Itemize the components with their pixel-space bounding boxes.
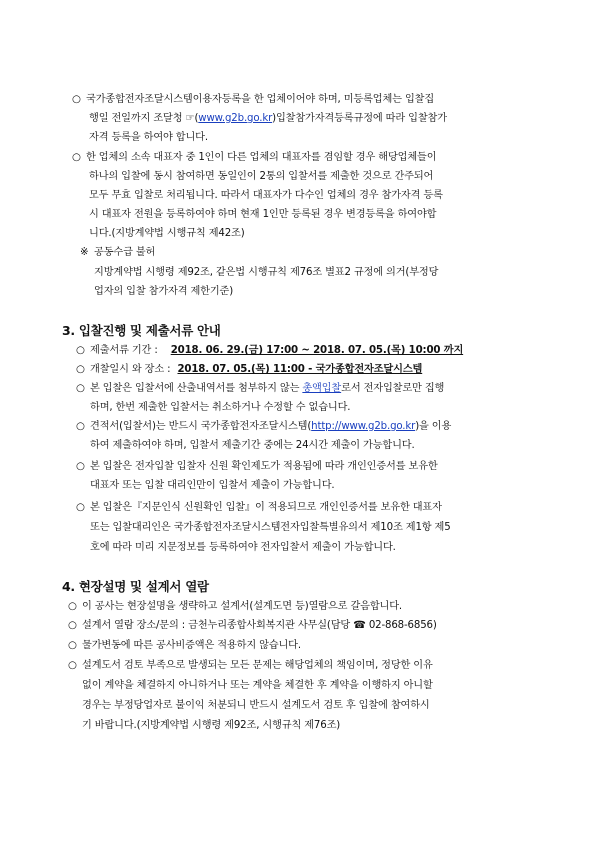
identity-verification-line-2: 대표자 또는 입찰 대리인만이 입찰서 제출이 가능합니다. [90,480,335,491]
registration-requirement-line-2: 행일 전일까지 조달청 ☞(www.g2b.go.kr)입찰참가자격등록규정에 따라 입찰참가 [89,113,447,124]
concurrent-representative-line-3: 모두 무효 입찰로 처리됩니다. 따라서 대표자가 다수인 업체의 경우 참가자격 등록 [89,190,443,201]
section-3-heading: 3. 입찰진행 및 제출서류 안내 [62,323,221,338]
g2b-http-link[interactable]: http://www.g2b.go.kr [311,421,416,432]
joint-bid-note-line-2: 업자의 입찰 참가자격 제한기준) [94,286,234,297]
concurrent-representative-line-5: 니다.(지방계약법 시행규칙 제42조) [89,228,245,239]
joint-bid-note-title: ※ 공동수급 불허 [80,247,156,258]
quotation-submission-line-2: 하여 제출하여야 하며, 입찰서 제출기간 중에는 24시간 제출이 가능합니다. [90,440,415,451]
fingerprint-bid-line-3: 호에 따라 미리 지문정보를 등록하여야 전자입찰서 제출이 가능합니다. [90,542,396,553]
quotation-submission-line-1: ○ 견적서(입찰서)는 반드시 국가종합전자조달시스템(http://www.g2b.go.kr)을 이용 [76,421,452,432]
design-review-liability-line-3: 경우는 부정당업자로 불이익 처분되니 반드시 설계도서 검토 후 입찰에 참여하시 [82,700,430,711]
fingerprint-bid-line-2: 또는 입찰대리인은 국가종합전자조달시스템전자입찰특별유의서 제10조 제1항 제5 [90,522,451,533]
lump-sum-bid-line-1: ○ 본 입찰은 입찰서에 산출내역서를 첨부하지 않는 총액입찰로서 전자입찰로만 집행 [76,383,445,394]
opening-datetime-place: ○ 개찰일시 와 장소 : 2018. 07. 05.(목) 11:00 - 국가종합전자조달시스템 [76,364,423,375]
registration-requirement-line-3: 자격 등록을 하여야 합니다. [89,132,208,143]
joint-bid-note-line-1: 지방계약법 시행령 제92조, 같은법 시행규칙 제76조 별표2 규정에 의거(부정당 [94,267,439,278]
design-review-liability-line-2: 없이 계약을 체결하지 아니하거나 또는 계약을 체결한 후 계약을 이행하지 아니할 [82,680,433,691]
submission-period: ○ 제출서류 기간 : 2018. 06. 29.(금) 17:00 ~ 2018. 07. 05.(목) 10:00 까지 [76,345,464,356]
concurrent-representative-line-2: 하나의 입찰에 동시 참여하면 동일인이 2통의 입찰서를 제출한 것으로 간주되어 [89,171,434,182]
concurrent-representative-line-4: 시 대표자 전원을 등록하여야 하며 현재 1인만 등록된 경우 변경등록을 하여야합 [89,209,437,220]
design-review-liability-line-1: ○ 설계도서 검토 부족으로 발생되는 모든 문제는 해당업체의 책임이며, 정당한 이유 [68,660,433,671]
price-escalation-note: ○ 물가변동에 따른 공사비증액은 적용하지 않습니다. [68,640,301,651]
lump-sum-bid-line-2: 하며, 한번 제출한 입찰서는 취소하거나 수정할 수 없습니다. [90,402,351,413]
design-review-liability-line-4: 기 바랍니다.(지방계약법 시행령 제92조, 시행규칙 제76조) [82,720,341,731]
concurrent-representative-line-1: ○ 한 업체의 소속 대표자 중 1인이 다른 업체의 대표자를 겸임할 경우 해당업체들이 [72,152,437,163]
fingerprint-bid-line-1: ○ 본 입찰은『지문인식 신원확인 입찰』이 적용되므로 개인인증서를 보유한 대표자 [76,502,442,513]
registration-requirement-line-1: ○ 국가종합전자조달시스템이용자등록을 한 업체이어야 하며, 미등록업체는 입찰집 [72,94,435,105]
identity-verification-line-1: ○ 본 입찰은 전자입찰 입찰자 신원 확인제도가 적용됨에 따라 개인인증서를 보유한 [76,461,438,472]
lump-sum-bid-link[interactable]: 총액입찰 [302,383,342,394]
inspection-place-contact: ○ 설계서 열람 장소/문의 : 금천누리종합사회복지관 사무실(담당 ☎ 02-868-6856) [68,620,437,631]
g2b-link[interactable]: www.g2b.go.kr [198,113,273,124]
section-4-heading: 4. 현장설명 및 설계서 열람 [62,579,209,594]
site-briefing-omitted: ○ 이 공사는 현장설명을 생략하고 설계서(설계도면 등)열람으로 갈음합니다. [68,601,402,612]
